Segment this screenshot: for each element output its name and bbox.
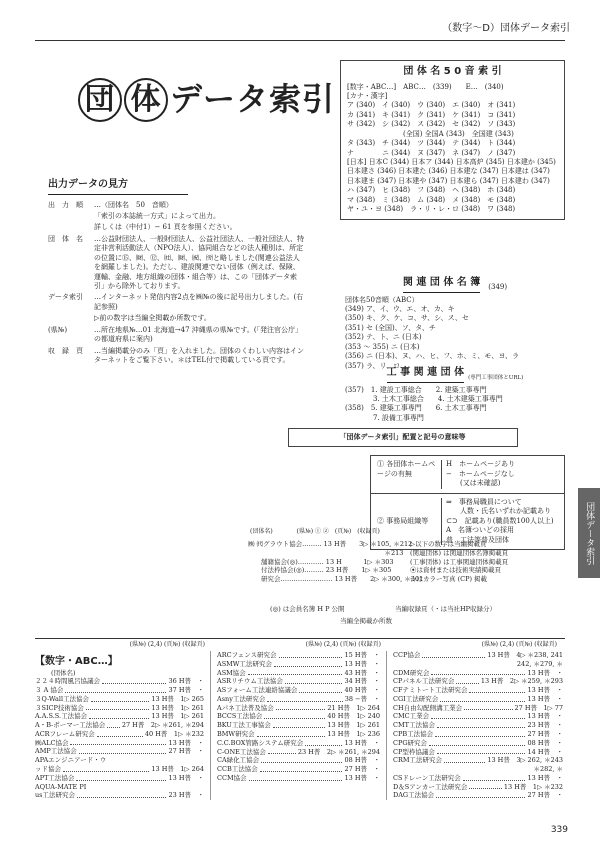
index-entry-name: APT工法協会 [35, 773, 75, 782]
index-col-head-1: (県№) (2,4) (頁№) (収録頁) [129, 641, 205, 648]
howto-term: 収 録 頁 [48, 346, 83, 355]
index-leader [257, 730, 326, 737]
sample-head: (団体名) (県№) ① ② (頁№) (収録頁) [250, 528, 380, 535]
index-entry [393, 730, 563, 739]
page-title [78, 78, 335, 122]
howto-term: (県№) [48, 325, 68, 334]
index-leader [76, 774, 166, 781]
legend-note: ▷以下の数字は当編掲載頁 [410, 540, 487, 548]
related-line: (352) テ、ト、ニ (日本) [345, 333, 422, 342]
index-entry-value: 27 H普 ・ [344, 765, 380, 774]
index-leader [464, 704, 512, 711]
sample-row: 付法枠協会(◎)……… 23 H普 1▷ ＊305 [248, 566, 392, 575]
index-entry-value: 13 H普 ・ [168, 738, 204, 747]
toc50-line: ハ (347) ヒ (348) フ (348) ヘ (348) ホ (348) [347, 186, 516, 195]
index-entry-name: CPパネル工法研究会 [393, 677, 455, 686]
index-entry-name: AMP工法協会 [35, 747, 77, 756]
index-entry-name: APAエンジニアード・ウ [35, 756, 107, 765]
index-entry-name: ッド協会 [35, 765, 61, 774]
legend-note-pages: 当編収録頁（・は当社HP収録分） [395, 605, 497, 613]
toc50-line: [数字・ABC…] ABC… (339) E… (340) [347, 82, 504, 91]
index-entry [35, 712, 204, 721]
index-entry [393, 686, 563, 695]
index-leader [264, 712, 325, 719]
index-column-2 [211, 651, 387, 800]
toc50-line: 日本建さ (346) 日本建た (346) 日本建な (347) 日本建は (347) [347, 167, 550, 176]
index-entry-value: 13 H普 4▷ ＊238, 241 [487, 651, 563, 660]
howto-item [48, 293, 306, 312]
index-leader [431, 712, 525, 719]
index-entry [35, 677, 204, 686]
index-entry [217, 739, 380, 748]
index-leader [89, 712, 149, 719]
index-leader [107, 721, 120, 728]
toc50-line: カ (341) キ (341) ク (341) ケ (341) コ (341) [347, 110, 516, 119]
howto-term: データ索引 [48, 293, 83, 302]
index-entry-name: CPB工法協会 [393, 729, 434, 738]
index-entry-name: CCM協会 [217, 773, 247, 782]
index-leader [436, 791, 525, 798]
related-page: (349) [488, 283, 508, 292]
index-entry-name: ASMW工法研究会 [217, 659, 272, 668]
index-leader [77, 791, 166, 798]
index-entry [217, 677, 380, 686]
howto-item [48, 326, 306, 345]
index-entry [35, 721, 204, 730]
howto-item [48, 235, 306, 292]
index-entry [35, 695, 204, 704]
index-entry-value: 13 H普 ・ [344, 738, 380, 747]
index-leader [429, 739, 525, 746]
index-entry [35, 774, 204, 783]
index-entry-value: 08 H普 ・ [344, 756, 380, 765]
index-entry-name: CDM研究会 [393, 668, 430, 677]
index-entry-value: 38 −普 ・ [344, 694, 380, 703]
header-rule [35, 40, 565, 41]
index-entry [35, 783, 204, 792]
legend-org-item: 人数・氏名いずれか記載あり [446, 507, 551, 516]
index-leader [91, 695, 149, 702]
legend-note-members: (◎) は会員名簿 H P 公開 [270, 605, 345, 613]
running-header: （数字〜D）団体データ索引 [442, 23, 570, 34]
toc50-lines [347, 83, 558, 215]
index-entry [393, 721, 563, 730]
legend-note: (工事団体) は工事関連団体掲載頁 [410, 557, 509, 566]
index-leader [267, 695, 342, 702]
toc50-line: ア (340) イ (340) ウ (340) エ (340) オ (341) [347, 101, 516, 110]
construction-line: (357) 1. 建設工事総合 2. 建築工事専門 [345, 385, 487, 394]
legend-hp-items [442, 460, 515, 488]
index-section-title: 【数字・ABC…】 [35, 656, 118, 668]
toc50-heading: 団 体 名 5 0 音 索 引 [403, 66, 502, 77]
index-entry [217, 660, 380, 669]
title-circle-char-2: 体 [124, 78, 168, 122]
index-entry-value: 13 H普 1▷ 261 [151, 703, 204, 712]
index-entry-value: 27 H普 ・ [168, 747, 204, 756]
howto-term [48, 314, 94, 323]
howto-item [48, 314, 306, 323]
index-entry-name: A.A.S.S.工法協会 [35, 712, 88, 721]
howto-text: …公益財団法人、一般財団法人、公益社団法人、一般社団法人、特定非営利活動法人（NPO法人）、協同組合などの法人種別は、所定の位置に⑮、㈶、⑫、㈳、㈶、㈷、㈸と略しました(関連公益法人を網羅しました)。ただし、建設関連でない団体（例えば、保険、運輸、金融、地方組織の団体・組合等）は、この「団体データ索引」から除外しております。 [94, 234, 304, 290]
legend-heading: 「団体データ索引」配置と記号の意味等 [288, 428, 518, 447]
index-entry-value: 13 H普 ・ [527, 773, 563, 782]
index-entry [393, 695, 563, 704]
index-entry-value: 13 H普 1▷ 236 [327, 729, 380, 738]
legend-org-item: 普 工法等普及団体 [446, 535, 509, 544]
index-entry-name: CSドレーン工法研究会 [393, 773, 461, 782]
index-entry-value: 27 H普 2▷ ＊261, ＊294 [121, 721, 204, 730]
construction-sub: (専門工事団体とURL) [468, 375, 524, 382]
legend-hp-item: H ホームページあり [446, 460, 515, 469]
howto-list [48, 201, 306, 366]
index-leader [261, 756, 342, 763]
index-entry-name: CRM工法研究会 [393, 756, 443, 765]
title-circle-char-1: 団 [78, 78, 122, 122]
sample-rows [248, 540, 424, 584]
howto-text: 詳しくは（中付1）− 61 頁を参照ください。 [94, 223, 237, 232]
toc50-line: [日本] 日本C (344) 日本ア (344) 日本高炉 (345) 日本建か (345) [347, 158, 556, 166]
index-leader [276, 704, 326, 711]
index-entry-value: 08 H普 ・ [527, 738, 563, 747]
toc50-line: ヤ・ユ・ヨ (348) ラ・リ・レ・ロ (348) ワ (348) [347, 205, 516, 214]
sample-row: 研究会…………………… 13 H普 2▷ ＊300, ＊301 [248, 575, 424, 584]
index-entry-name: CMT工法協会 [393, 721, 435, 730]
index-entry [217, 765, 380, 774]
index-entry-name: ２２４時間風呂協議会 [35, 677, 100, 686]
toc50-line: タ (343) チ (344) ツ (344) テ (344) ト (344) [347, 139, 516, 148]
toc50-line: [カナ・漢字] [347, 91, 388, 100]
index-col-head-2: (県№) (2,4) (頁№) (収録頁) [305, 641, 381, 648]
index-leader [86, 704, 150, 711]
index-entry-value: 36 H普 ・ [168, 677, 204, 686]
index-entry-name: CPG研究会 [393, 738, 428, 747]
legend-note: (関連団体) は関連団体名簿掲載頁 [410, 548, 509, 557]
index-leader [102, 677, 166, 684]
index-entry-value: 40 H普 1▷ 240 [327, 712, 380, 721]
index-leader [440, 695, 525, 702]
index-entry-name: ㈱ALC協会 [35, 738, 69, 747]
index-entry-name: CH自由勾配側溝工業会 [393, 703, 463, 712]
page-number: 339 [550, 824, 568, 835]
construction-lines [345, 386, 565, 424]
howto-term: 出 力 順 [48, 200, 83, 209]
index-leader [456, 677, 478, 684]
legend-org-item: ⊂⊃ 記載あり(職員数100人以上) [446, 516, 554, 525]
related-line: (350) キ、ク、ケ、コ、サ、シ、ス、セ [345, 314, 469, 323]
legend-hp-item: − ホームページなし [446, 469, 515, 478]
index-entry-name: CP型枠協議会 [393, 747, 435, 756]
howto-text: …インターネット発信内容2点を㈱№の後に記号出力しました。(右記参照) [94, 293, 304, 311]
index-entry-value: 13 H普 ・ [527, 686, 563, 695]
index-entry [393, 712, 563, 721]
index-entry-value: 23 H普 ・ [527, 721, 563, 730]
index-leader [463, 774, 526, 781]
index-entry-name: CFテミトート工法研究会 [393, 686, 468, 695]
index-leader [274, 660, 343, 667]
index-leader [279, 651, 343, 658]
index-entry-name: CCP協会 [393, 651, 421, 660]
index-leader [305, 739, 342, 746]
toc50-line: マ (348) ミ (348) ム (348) メ (348) モ (348) [347, 195, 516, 204]
index-leader [422, 651, 485, 658]
index-entry-name: CCB工法協会 [217, 765, 258, 774]
related-lines [345, 305, 565, 371]
index-entry-name: BCCS工法協会 [217, 712, 263, 721]
index-entry [217, 756, 380, 765]
index-leader [285, 677, 343, 684]
index-entry-name: C.C.BOX管路システム研究会 [217, 738, 304, 747]
index-entry-value: 40 H普 1▷ ＊232 [144, 729, 204, 738]
index-entry [393, 748, 563, 757]
index-entry-value: 21 H普 1▷ 264 [327, 703, 380, 712]
index-entry [217, 774, 380, 783]
index-entry-name: D＆Sアンカー工法研究会 [393, 782, 468, 791]
index-entry-value: 27 H普 1▷ 77 [514, 703, 563, 712]
index-leader [260, 765, 343, 772]
legend-org-item: ⇒ 事務局職員について [446, 497, 522, 506]
howto-text: …当編掲載分のみ「頁」を入れました。団体のくわしい内容はインターネットをご覧下さい。＊はTEL付で掲載している頁です。 [94, 346, 304, 365]
index-entry-value: 27 H普 ・ [527, 791, 563, 800]
index-leader [437, 748, 526, 755]
index-entry [393, 756, 563, 765]
legend-note: ☆はカラー写真 (CP) 掲載 [410, 575, 488, 584]
howto-term: 団 体 名 [48, 234, 83, 243]
related-sub: 団体名50音順（ABC） [345, 295, 419, 304]
howto-item [48, 212, 306, 221]
howto-text: …（団体名 50 音順） [94, 200, 173, 209]
sample-row: ＊213 [248, 548, 404, 557]
legend-hp-label: ① 各団体ホームページの有無 [377, 460, 442, 488]
index-entry-value: 13 H普 ・ [168, 773, 204, 782]
index-entry [393, 739, 563, 748]
legend-note: ⦿は資材または技術実績掲載頁 [410, 566, 501, 575]
index-entry-value: ＊282, ＊ [533, 765, 563, 774]
index-entry [393, 651, 563, 660]
index-col-head-3: (県№) (2,4) (頁№) (収録頁) [481, 641, 557, 648]
index-entry-name: BKU工法工事協会 [217, 721, 271, 730]
index-leader [268, 748, 296, 755]
index-entry [217, 712, 380, 721]
index-entry-value: 14 H普 ・ [527, 747, 563, 756]
index-section [35, 638, 565, 800]
legend-org-item: A 名簿ついどの採用 [446, 526, 515, 535]
title-rest: データ索引 [170, 80, 336, 119]
index-leader [79, 747, 167, 754]
index-column-3 [387, 651, 563, 800]
index-entry-name: ASフォーム工法連絡協議会 [217, 686, 298, 695]
index-entry-name: C-ONE工法協会 [217, 747, 266, 756]
toc50-line: 日本建ま (347) 日本建や (347) 日本建ら (347) 日本建わ (347) [347, 176, 550, 185]
index-entry-name: us工法研究会 [35, 791, 76, 800]
legend-org-label: ② 事務局組織等 [377, 498, 442, 545]
index-entry-value: 15 H普 ・ [344, 651, 380, 660]
index-leader [437, 721, 526, 728]
howto-text: ▷前の数字は当編全掲載か所数です。 [94, 314, 211, 323]
index-entry [393, 765, 563, 774]
toc50-box [340, 60, 565, 220]
index-leader [469, 783, 501, 790]
index-entry-value: 13 H普 1▷ 264 [151, 765, 204, 774]
index-section-sub: (団体名) [51, 668, 76, 677]
index-entry-value: 13 H普 1▷ 261 [151, 712, 204, 721]
related-heading: 関 連 団 体 名 簿 [403, 276, 480, 293]
index-entry-value: 13 H普 ・ [344, 659, 380, 668]
index-entry [35, 730, 204, 739]
index-entry-value: 13 H普 1▷ 261 [327, 721, 380, 730]
index-leader [431, 669, 525, 676]
index-entry [393, 660, 563, 669]
howto-term [48, 212, 94, 221]
index-entry-name: AQUA-MATE PI [35, 782, 87, 791]
index-entry-value: 13 H普 ・ [527, 712, 563, 721]
index-entry-name: ３SICP技術協会 [35, 703, 84, 712]
index-entry-value: 13 H普 3▷ 262, ＊243 [487, 756, 563, 765]
index-entry-name: ACRフレーム研究会 [35, 729, 95, 738]
index-entry [217, 730, 380, 739]
index-leader [65, 686, 166, 693]
legend-hp-item: (又は未確認) [446, 479, 501, 488]
howto-item [48, 223, 306, 232]
related-line: (353 〜 355) ニ (日本) [345, 342, 420, 351]
index-leader [248, 669, 343, 676]
legend-hp-box [370, 455, 565, 493]
index-entry [393, 774, 563, 783]
index-leader [97, 730, 143, 737]
index-entry-value: 13 H普 1▷ 265 [151, 694, 204, 703]
index-entry [217, 695, 380, 704]
index-entry-name: A・B-ポーマー工法協会 [35, 721, 106, 730]
related-line: (349) ア、イ、ウ、エ、オ、カ、キ [345, 304, 455, 313]
index-entry [35, 686, 204, 695]
index-leader [469, 686, 525, 693]
index-entry [217, 748, 380, 757]
index-entry [35, 756, 204, 765]
index-entry-name: CGI工法研究会 [393, 694, 439, 703]
index-entry-name: ASRリチウム工法協会 [217, 677, 283, 686]
index-entry-value: 13 H普 1▷ ＊232 [503, 782, 563, 791]
index-leader [249, 774, 343, 781]
index-entry-name: Aパネ工法普及協会 [217, 703, 274, 712]
index-leader [435, 730, 525, 737]
index-entry-name: ３ A 協会 [35, 686, 64, 695]
index-entry-value: 43 H普 ・ [344, 668, 380, 677]
related-line: (357) ラ、リ、ロ [345, 361, 401, 370]
index-entry-value: 37 H普 ・ [168, 686, 204, 695]
legend-notes [410, 540, 570, 584]
sample-row: ㈱ ㈹グラウト協会……… 13 H普 3▷ ＊105, ＊212 [248, 540, 413, 548]
howto-item [48, 201, 306, 210]
index-entry [35, 747, 204, 756]
index-entry-value: 13 H普 2▷ ＊259, ＊293 [480, 677, 563, 686]
index-entry [393, 791, 563, 800]
index-entry [35, 791, 204, 800]
index-entry [217, 651, 380, 660]
index-entry-value: 40 H普 ・ [344, 686, 380, 695]
legend-org-items [442, 498, 554, 545]
construction-line: 7. 設備工事専門 [345, 413, 424, 422]
howto-text: 「索引の本誌統一方式」によって出力。 [94, 211, 220, 220]
howto-term [48, 223, 94, 232]
howto-text: …所在地県№…01 北海道→47 沖縄県の県№です。(「発注官公庁」の都道府県に案内) [94, 325, 303, 344]
toc50-line: (全国) 全国A (343) 全国建 (343) [347, 129, 514, 138]
index-entry [393, 677, 563, 686]
related-line: (351) セ (全国)、ソ、タ、チ [345, 323, 436, 332]
index-entry-name: BMW研究会 [217, 729, 255, 738]
index-entry-name: ３Q-Wall工法協会 [35, 694, 90, 703]
toc50-line: サ (342) シ (342) ス (342) セ (342) ソ (343) [347, 120, 516, 129]
index-entry-value: 13 H普 ・ [527, 694, 563, 703]
construction-section [345, 366, 565, 423]
howto-section [48, 178, 306, 368]
toc50-line: ナ ニ (344) ヌ (347) ネ (347) ノ (347) [347, 148, 516, 157]
index-entry-value: 13 H普 ・ [344, 773, 380, 782]
index-entry-value: 27 H普 ・ [527, 729, 563, 738]
howto-item [48, 347, 306, 366]
index-leader [273, 721, 325, 728]
index-leader [444, 756, 485, 763]
index-leader [299, 686, 342, 693]
index-leader [70, 739, 166, 746]
construction-line: (358) 5. 建築工事専門 6. 土木工事専門 [345, 404, 487, 413]
index-entry-name: ARCフェンス研究会 [217, 651, 277, 660]
index-entry [217, 721, 380, 730]
index-entry-name: CA緑化工協会 [217, 756, 260, 765]
index-entry-value: 242, ＊279, ＊ [516, 659, 563, 668]
related-line: (356) ニ (日本)、ヌ、ハ、ヒ、フ、ホ、ミ、モ、ヨ、ラ [345, 352, 520, 361]
index-entry-name: DAG工法協会 [393, 791, 435, 800]
side-tab: 団体データ索引 [578, 488, 600, 578]
howto-heading: 出力データの見方 [48, 178, 188, 195]
index-column-1 [35, 651, 211, 800]
index-entry-value: 13 H普 ・ [527, 668, 563, 677]
index-leader [63, 765, 149, 772]
index-entry [35, 765, 204, 774]
sample-row: 舗籍協会(◎)………… 13 H 1▷ ＊303 [248, 557, 394, 566]
index-entry-name: CMC工業会 [393, 712, 430, 721]
index-entry-value: 23 H普 ・ [168, 791, 204, 800]
index-entry-value: 23 H普 2▷ ＊261, ＊294 [297, 747, 380, 756]
related-section [345, 276, 565, 371]
index-entry-name: Asny工法研究会 [217, 694, 266, 703]
index-entry-value: 34 H普 ・ [344, 677, 380, 686]
legend-note-count: 当編全掲載か所数 [340, 617, 392, 625]
index-entry [217, 686, 380, 695]
construction-line: 3. 土木工事総合 4. 土木建築工事専門 [345, 394, 503, 403]
construction-heading: 工 事 関 連 団 体 [387, 366, 464, 383]
index-entry-name: ASM協会 [217, 668, 246, 677]
